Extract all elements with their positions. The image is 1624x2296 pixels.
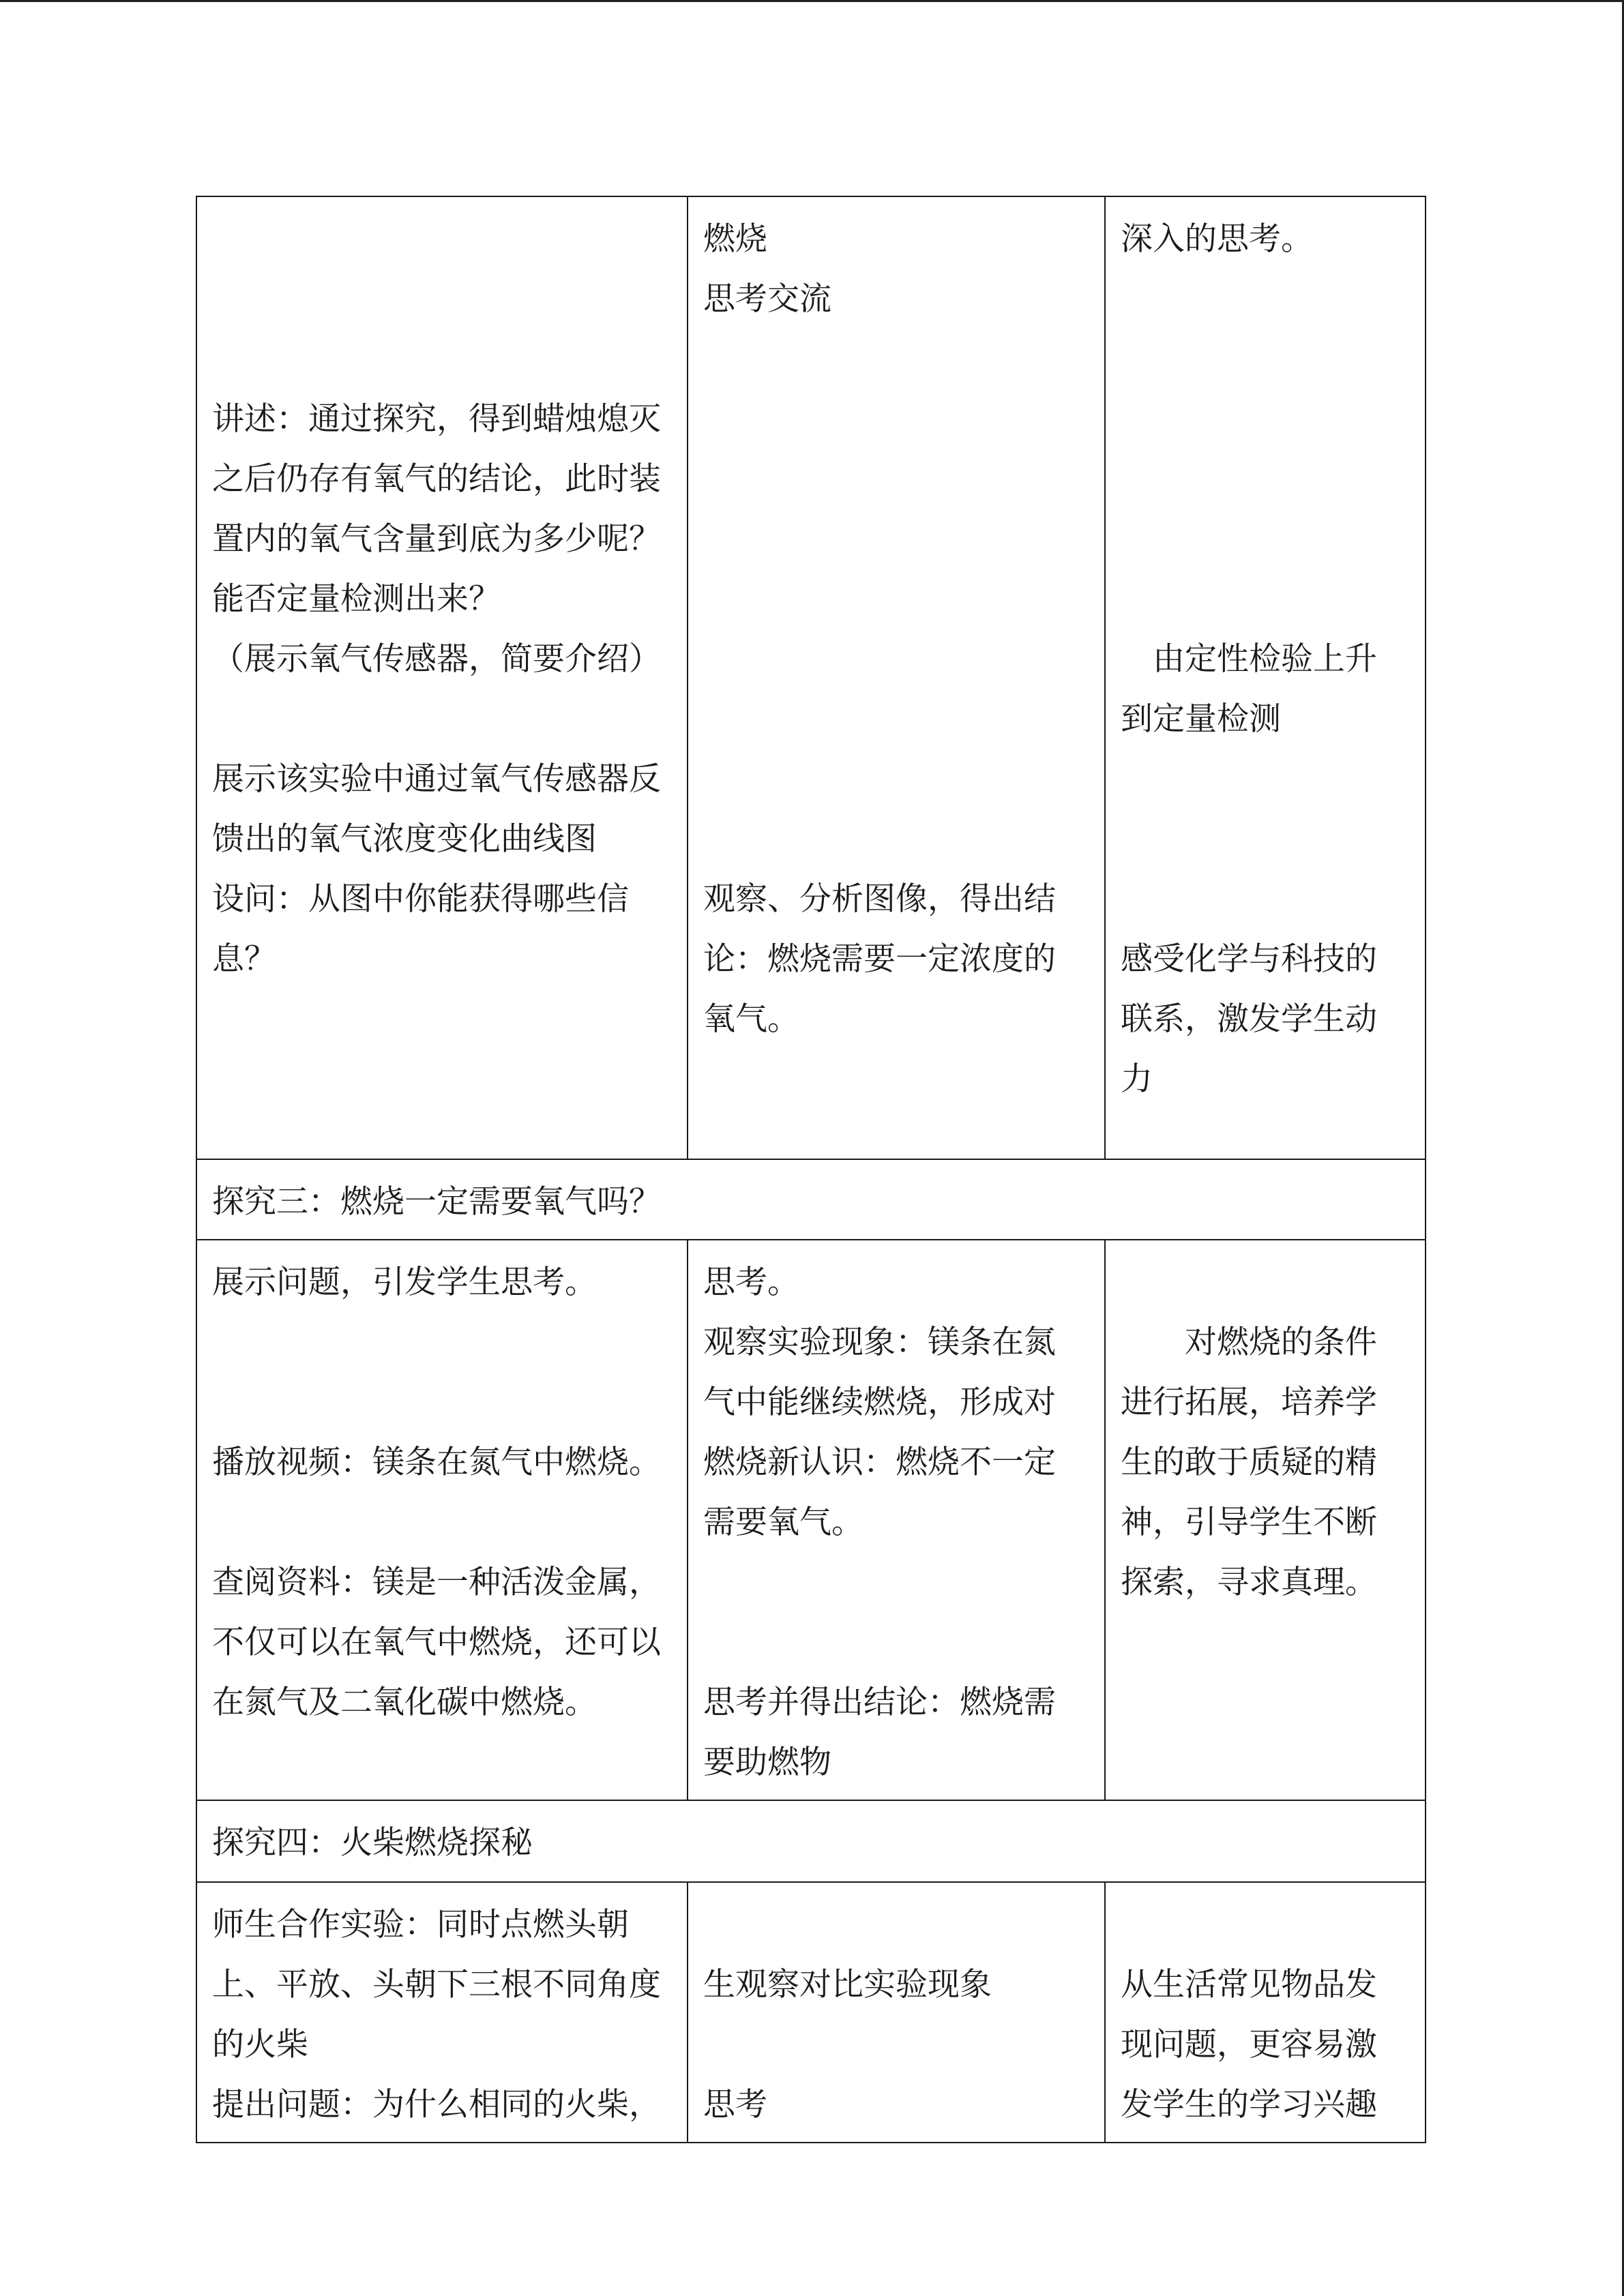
- teacher-line: （展示氧气传感器，简要介绍）: [212, 640, 661, 678]
- intent-line: 由定性检验上升: [1153, 640, 1377, 678]
- student-activity-cell: [688, 196, 1105, 1159]
- teacher-line: 的火柴: [212, 2026, 308, 2063]
- teacher-activity-cell: [196, 1240, 688, 1800]
- design-intent-cell: [1105, 1240, 1426, 1800]
- teacher-line: 查阅资料：镁是一种活泼金属，: [212, 1564, 661, 1601]
- student-line: 论：燃烧需要一定浓度的: [703, 940, 1056, 978]
- teacher-line: 播放视频：镁条在氮气中燃烧。: [212, 1444, 661, 1481]
- teacher-line: 之后仍存有氧气的结论，此时装: [212, 460, 661, 498]
- student-line: 气中能继续燃烧，形成对: [703, 1384, 1056, 1421]
- intent-line: 到定量检测: [1121, 700, 1281, 738]
- student-line: 思考: [703, 2086, 767, 2123]
- student-line: 观察实验现象：镁条在氮: [703, 1324, 1056, 1361]
- teacher-activity-cell: [196, 1882, 688, 2143]
- lesson-plan-table: [196, 196, 1426, 2143]
- intent-line: 力: [1121, 1060, 1153, 1098]
- intent-line: 从生活常见物品发: [1121, 1966, 1377, 2003]
- student-line: 氧气。: [703, 1000, 799, 1038]
- teacher-line: 上、平放、头朝下三根不同角度: [212, 1966, 661, 2003]
- student-line: 观察、分析图像，得出结: [703, 880, 1056, 918]
- teacher-line: 展示该实验中通过氧气传感器反: [212, 760, 661, 798]
- teacher-line: 不仅可以在氧气中燃烧，还可以: [212, 1624, 661, 1661]
- intent-line: 联系，激发学生动: [1121, 1000, 1377, 1038]
- student-activity-cell: [688, 1240, 1105, 1800]
- teacher-line: 提出问题：为什么相同的火柴，: [212, 2086, 661, 2123]
- student-line: 要助燃物: [703, 1744, 831, 1781]
- section-heading-row: [196, 1800, 1426, 1882]
- teacher-line: 馈出的氧气浓度变化曲线图: [212, 820, 597, 858]
- section-heading-row: [196, 1159, 1426, 1240]
- student-activity-cell: [688, 1882, 1105, 2143]
- student-line: 燃烧新认识：燃烧不一定: [703, 1444, 1056, 1481]
- teacher-line: 设问：从图中你能获得哪些信: [212, 880, 629, 918]
- teacher-line: 展示问题，引发学生思考。: [212, 1264, 597, 1301]
- intent-line: 感受化学与科技的: [1121, 940, 1377, 978]
- table-row-magnesium: [196, 1240, 1426, 1800]
- teacher-line: 息？: [212, 940, 276, 978]
- intent-line: 神，引导学生不断: [1121, 1504, 1377, 1541]
- intent-line: 探索，寻求真理。: [1121, 1564, 1377, 1601]
- table-row-oxygen-sensor: [196, 196, 1426, 1159]
- intent-line: 现问题，更容易激: [1121, 2026, 1377, 2063]
- intent-line: 发学生的学习兴趣: [1121, 2086, 1377, 2123]
- student-line: 燃烧: [703, 220, 767, 258]
- student-line: 思考交流: [703, 280, 831, 318]
- intent-line: 对燃烧的条件: [1185, 1324, 1377, 1361]
- teacher-line: 置内的氧气含量到底为多少呢？: [212, 520, 661, 558]
- design-intent-cell: [1105, 196, 1426, 1159]
- teacher-line: 能否定量检测出来？: [212, 580, 501, 618]
- student-line: 生观察对比实验现象: [703, 1966, 992, 2003]
- intent-line: 深入的思考。: [1121, 220, 1313, 258]
- intent-line: 生的敢于质疑的精: [1121, 1444, 1377, 1481]
- section-heading: 探究四：火柴燃烧探秘: [196, 1800, 1426, 1882]
- design-intent-cell: [1105, 1882, 1426, 2143]
- intent-line: 进行拓展，培养学: [1121, 1384, 1377, 1421]
- teacher-activity-cell: [196, 196, 688, 1159]
- student-line: 需要氧气。: [703, 1504, 863, 1541]
- student-line: 思考并得出结论：燃烧需: [703, 1684, 1056, 1721]
- teacher-line: 在氮气及二氧化碳中燃烧。: [212, 1684, 597, 1721]
- table-row-matches: [196, 1882, 1426, 2143]
- page-edge-top: [0, 0, 1624, 2]
- teacher-line: 讲述：通过探究，得到蜡烛熄灭: [212, 400, 661, 438]
- teacher-line: 师生合作实验：同时点燃头朝: [212, 1906, 629, 1943]
- section-heading: 探究三：燃烧一定需要氧气吗？: [196, 1159, 1426, 1240]
- student-line: 思考。: [703, 1264, 799, 1301]
